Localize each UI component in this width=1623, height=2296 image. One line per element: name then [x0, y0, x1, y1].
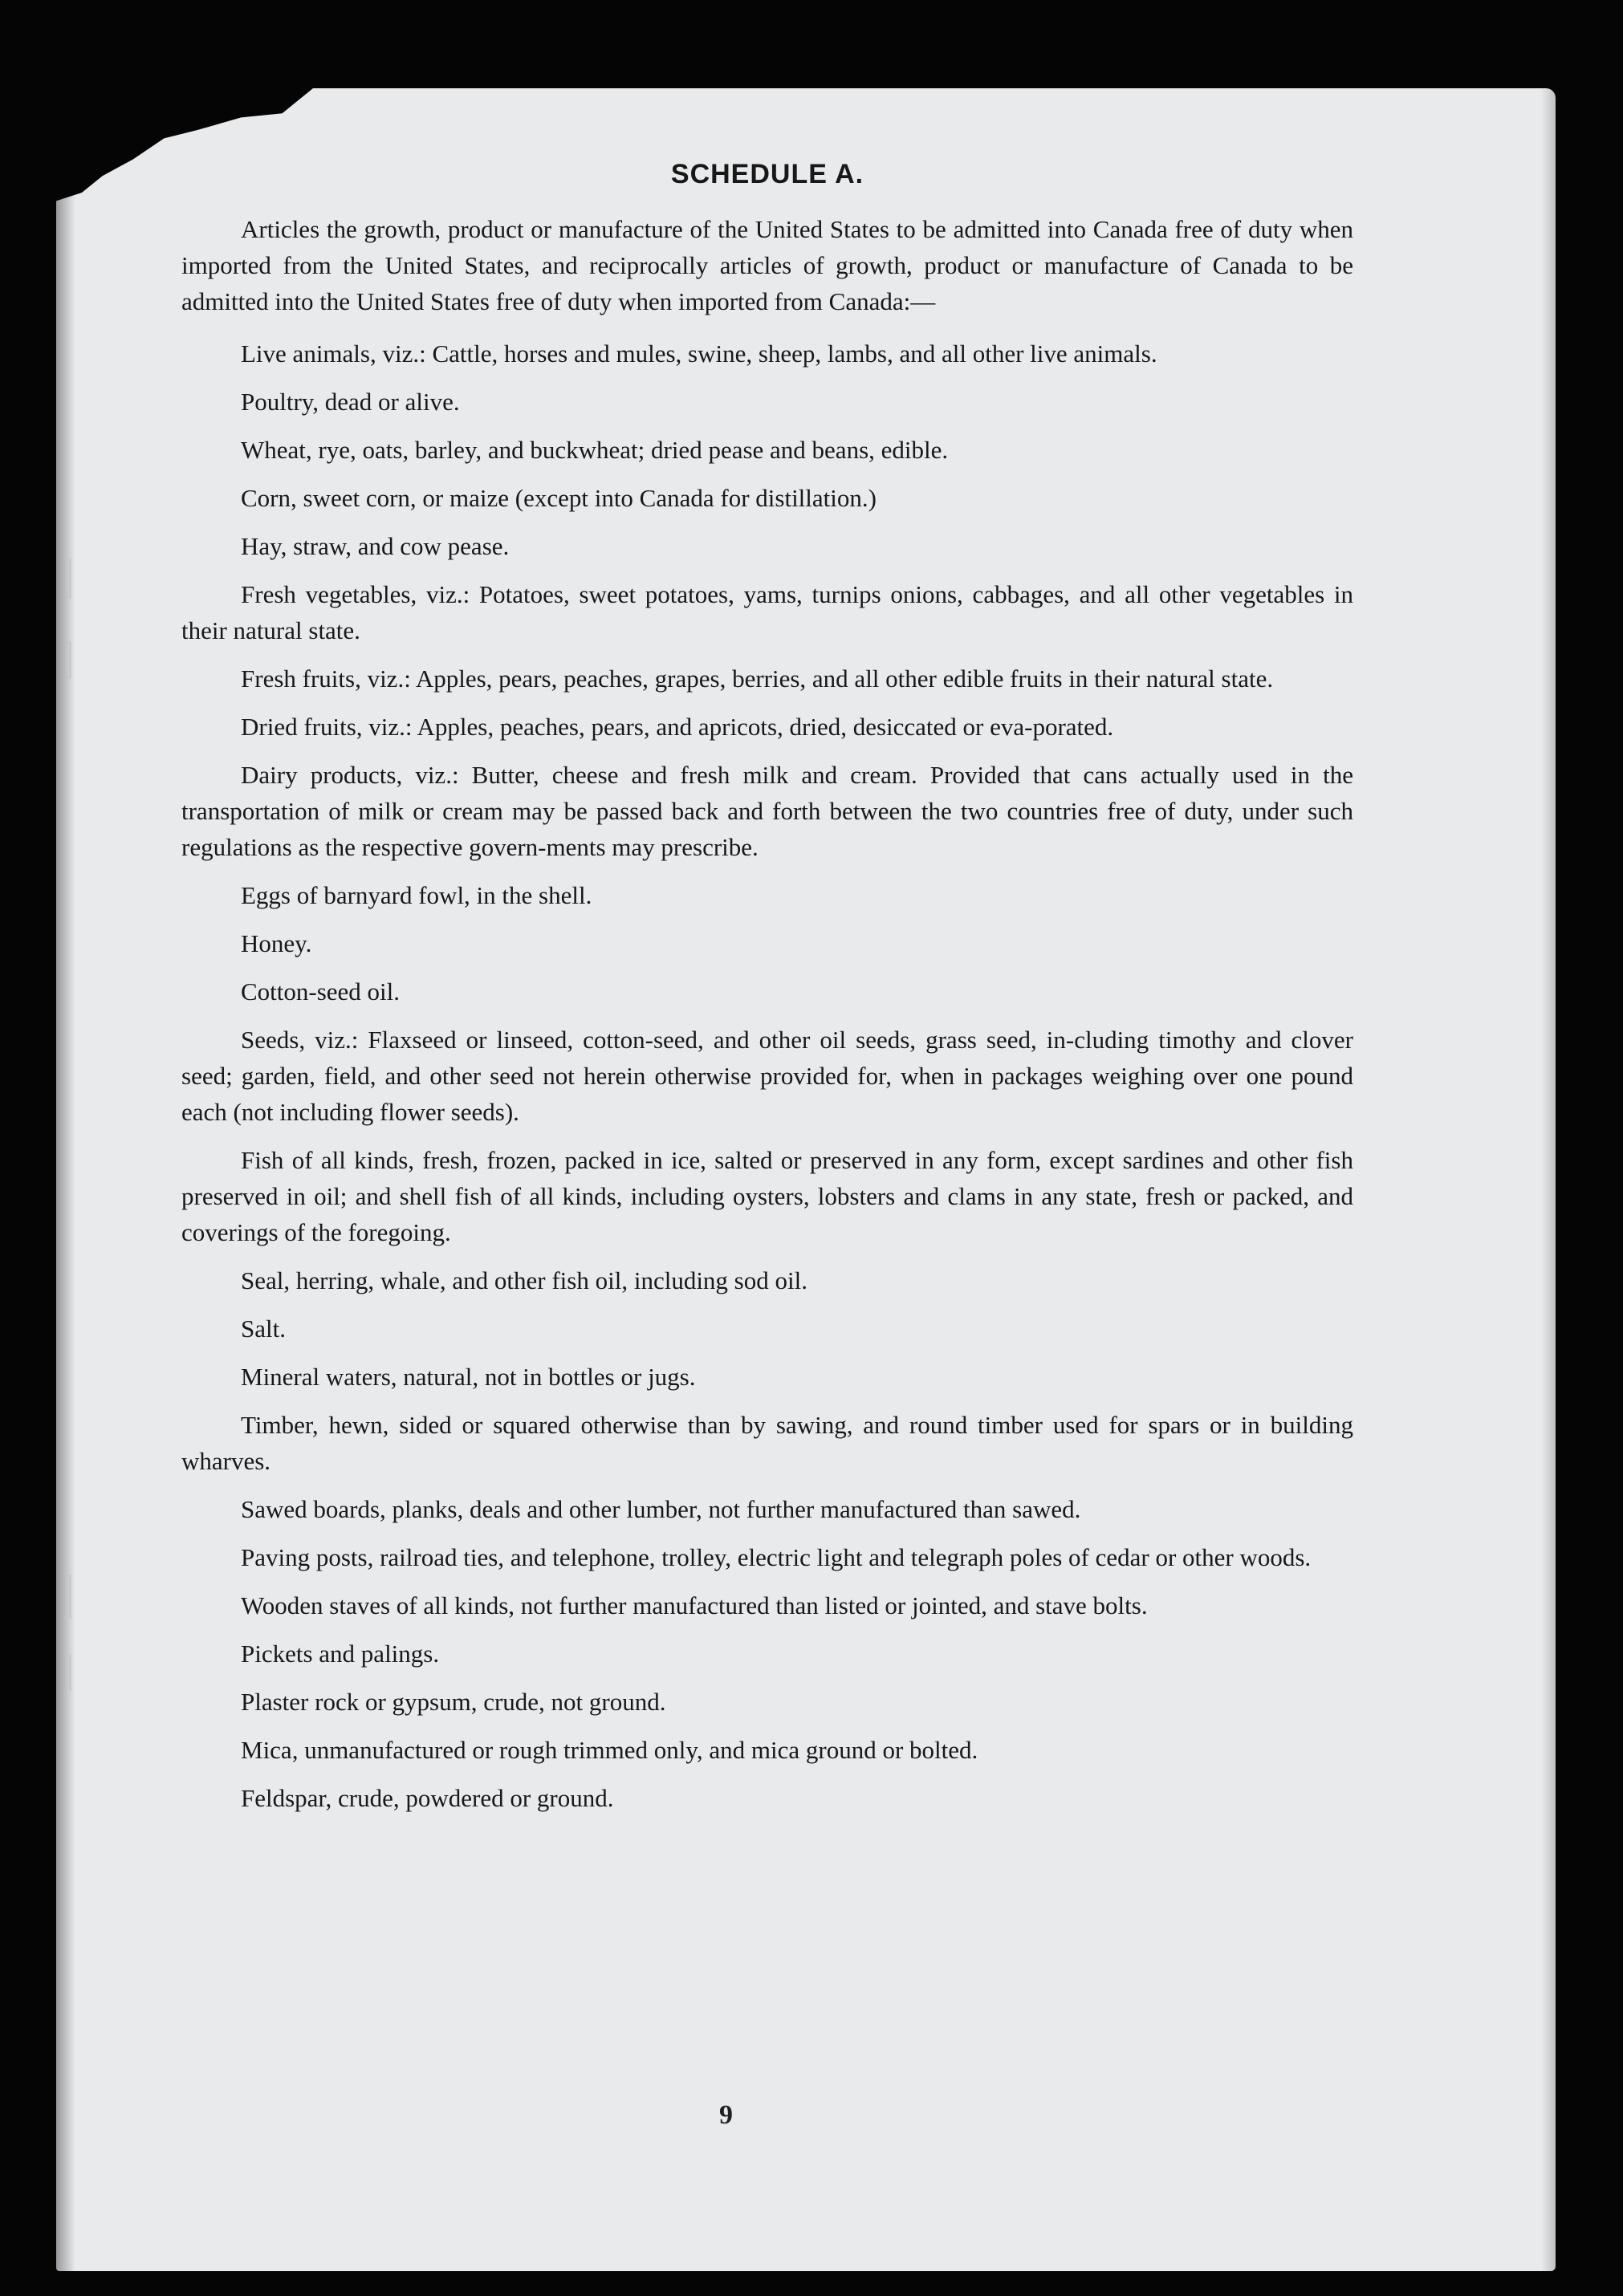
schedule-item: Seal, herring, whale, and other fish oil, including sod oil.: [241, 1266, 807, 1294]
document-content: [181, 159, 1353, 1816]
schedule-item: Sawed boards, planks, deals and other lumber, not further manufactured than sawed.: [241, 1495, 1081, 1523]
schedule-item: Fish of all kinds, fresh, frozen, packed in ice, salted or preserved in any form, except sardines and other fish preserved in oil; and shell fish of all kinds, including oysters, lobsters and clams in any state, fresh or packed, and coverings of the foregoing.: [181, 1146, 1353, 1246]
schedule-item: Fresh fruits, viz.: Apples, pears, peaches, grapes, berries, and all other edible fruits in their natural state.: [241, 664, 1274, 693]
schedule-item: Pickets and palings.: [241, 1640, 440, 1668]
page-number: 9: [719, 2100, 733, 2130]
page-left-shadow: [56, 88, 75, 2271]
schedule-item: Corn, sweet corn, or maize (except into Canada for distillation.): [241, 484, 877, 512]
schedule-item: Mineral waters, natural, not in bottles or jugs.: [241, 1363, 696, 1391]
margin-mark: [69, 558, 71, 598]
schedule-item: Plaster rock or gypsum, crude, not ground.: [241, 1688, 666, 1716]
schedule-item: Wheat, rye, oats, barley, and buckwheat; dried pease and beans, edible.: [241, 436, 949, 464]
schedule-item: Timber, hewn, sided or squared otherwise than by sawing, and round timber used for spars or in building wharves.: [181, 1411, 1353, 1475]
intro-paragraph: Articles the growth, product or manufacture of the United States to be admitted into Canada free of duty when imported from the United States, and reciprocally articles of growth, product or manufacture of Canada to be admitted into the United States free of duty when imported from Canada:—: [181, 215, 1353, 315]
schedule-item: Live animals, viz.: Cattle, horses and mules, swine, sheep, lambs, and all other live animals.: [241, 339, 1157, 368]
margin-mark: [69, 1575, 71, 1619]
schedule-item: Honey.: [241, 929, 312, 957]
margin-mark: [69, 1655, 71, 1691]
schedule-item: Cotton-seed oil.: [241, 977, 401, 1006]
schedule-item: Seeds, viz.: Flaxseed or linseed, cotton-seed, and other oil seeds, grass seed, in-cluding timothy and clover seed; garden, field, and other seed not herein otherwise provided for, when in packages weighing over one pound each (not including flower seeds).: [181, 1026, 1353, 1126]
schedule-item: Poultry, dead or alive.: [241, 388, 460, 416]
schedule-item: Eggs of barnyard fowl, in the shell.: [241, 881, 592, 909]
schedule-item: Paving posts, railroad ties, and telephone, trolley, electric light and telegraph poles of cedar or other woods.: [241, 1543, 1312, 1571]
schedule-item: Wooden staves of all kinds, not further manufactured than listed or jointed, and stave bolts.: [241, 1591, 1148, 1619]
page-title: SCHEDULE A.: [670, 159, 864, 189]
schedule-item: Fresh vegetables, viz.: Potatoes, sweet potatoes, yams, turnips onions, cabbages, and all other vegetables in their natural state.: [181, 580, 1353, 644]
schedule-item: Salt.: [241, 1315, 286, 1343]
schedule-item: Feldspar, crude, powdered or ground.: [241, 1784, 614, 1812]
schedule-item: Dried fruits, viz.: Apples, peaches, pears, and apricots, dried, desiccated or eva-porated.: [241, 713, 1114, 741]
page-right-shadow: [1541, 88, 1556, 2271]
schedule-item: Mica, unmanufactured or rough trimmed only, and mica ground or bolted.: [241, 1736, 978, 1764]
margin-mark: [69, 642, 71, 678]
schedule-item: Hay, straw, and cow pease.: [241, 532, 510, 560]
schedule-item: Dairy products, viz.: Butter, cheese and fresh milk and cream. Provided that cans actually used in the transportation of milk or cream may be passed back and forth between the two countries free of duty, under such regulations as the respective govern-ments may prescribe.: [181, 761, 1353, 861]
